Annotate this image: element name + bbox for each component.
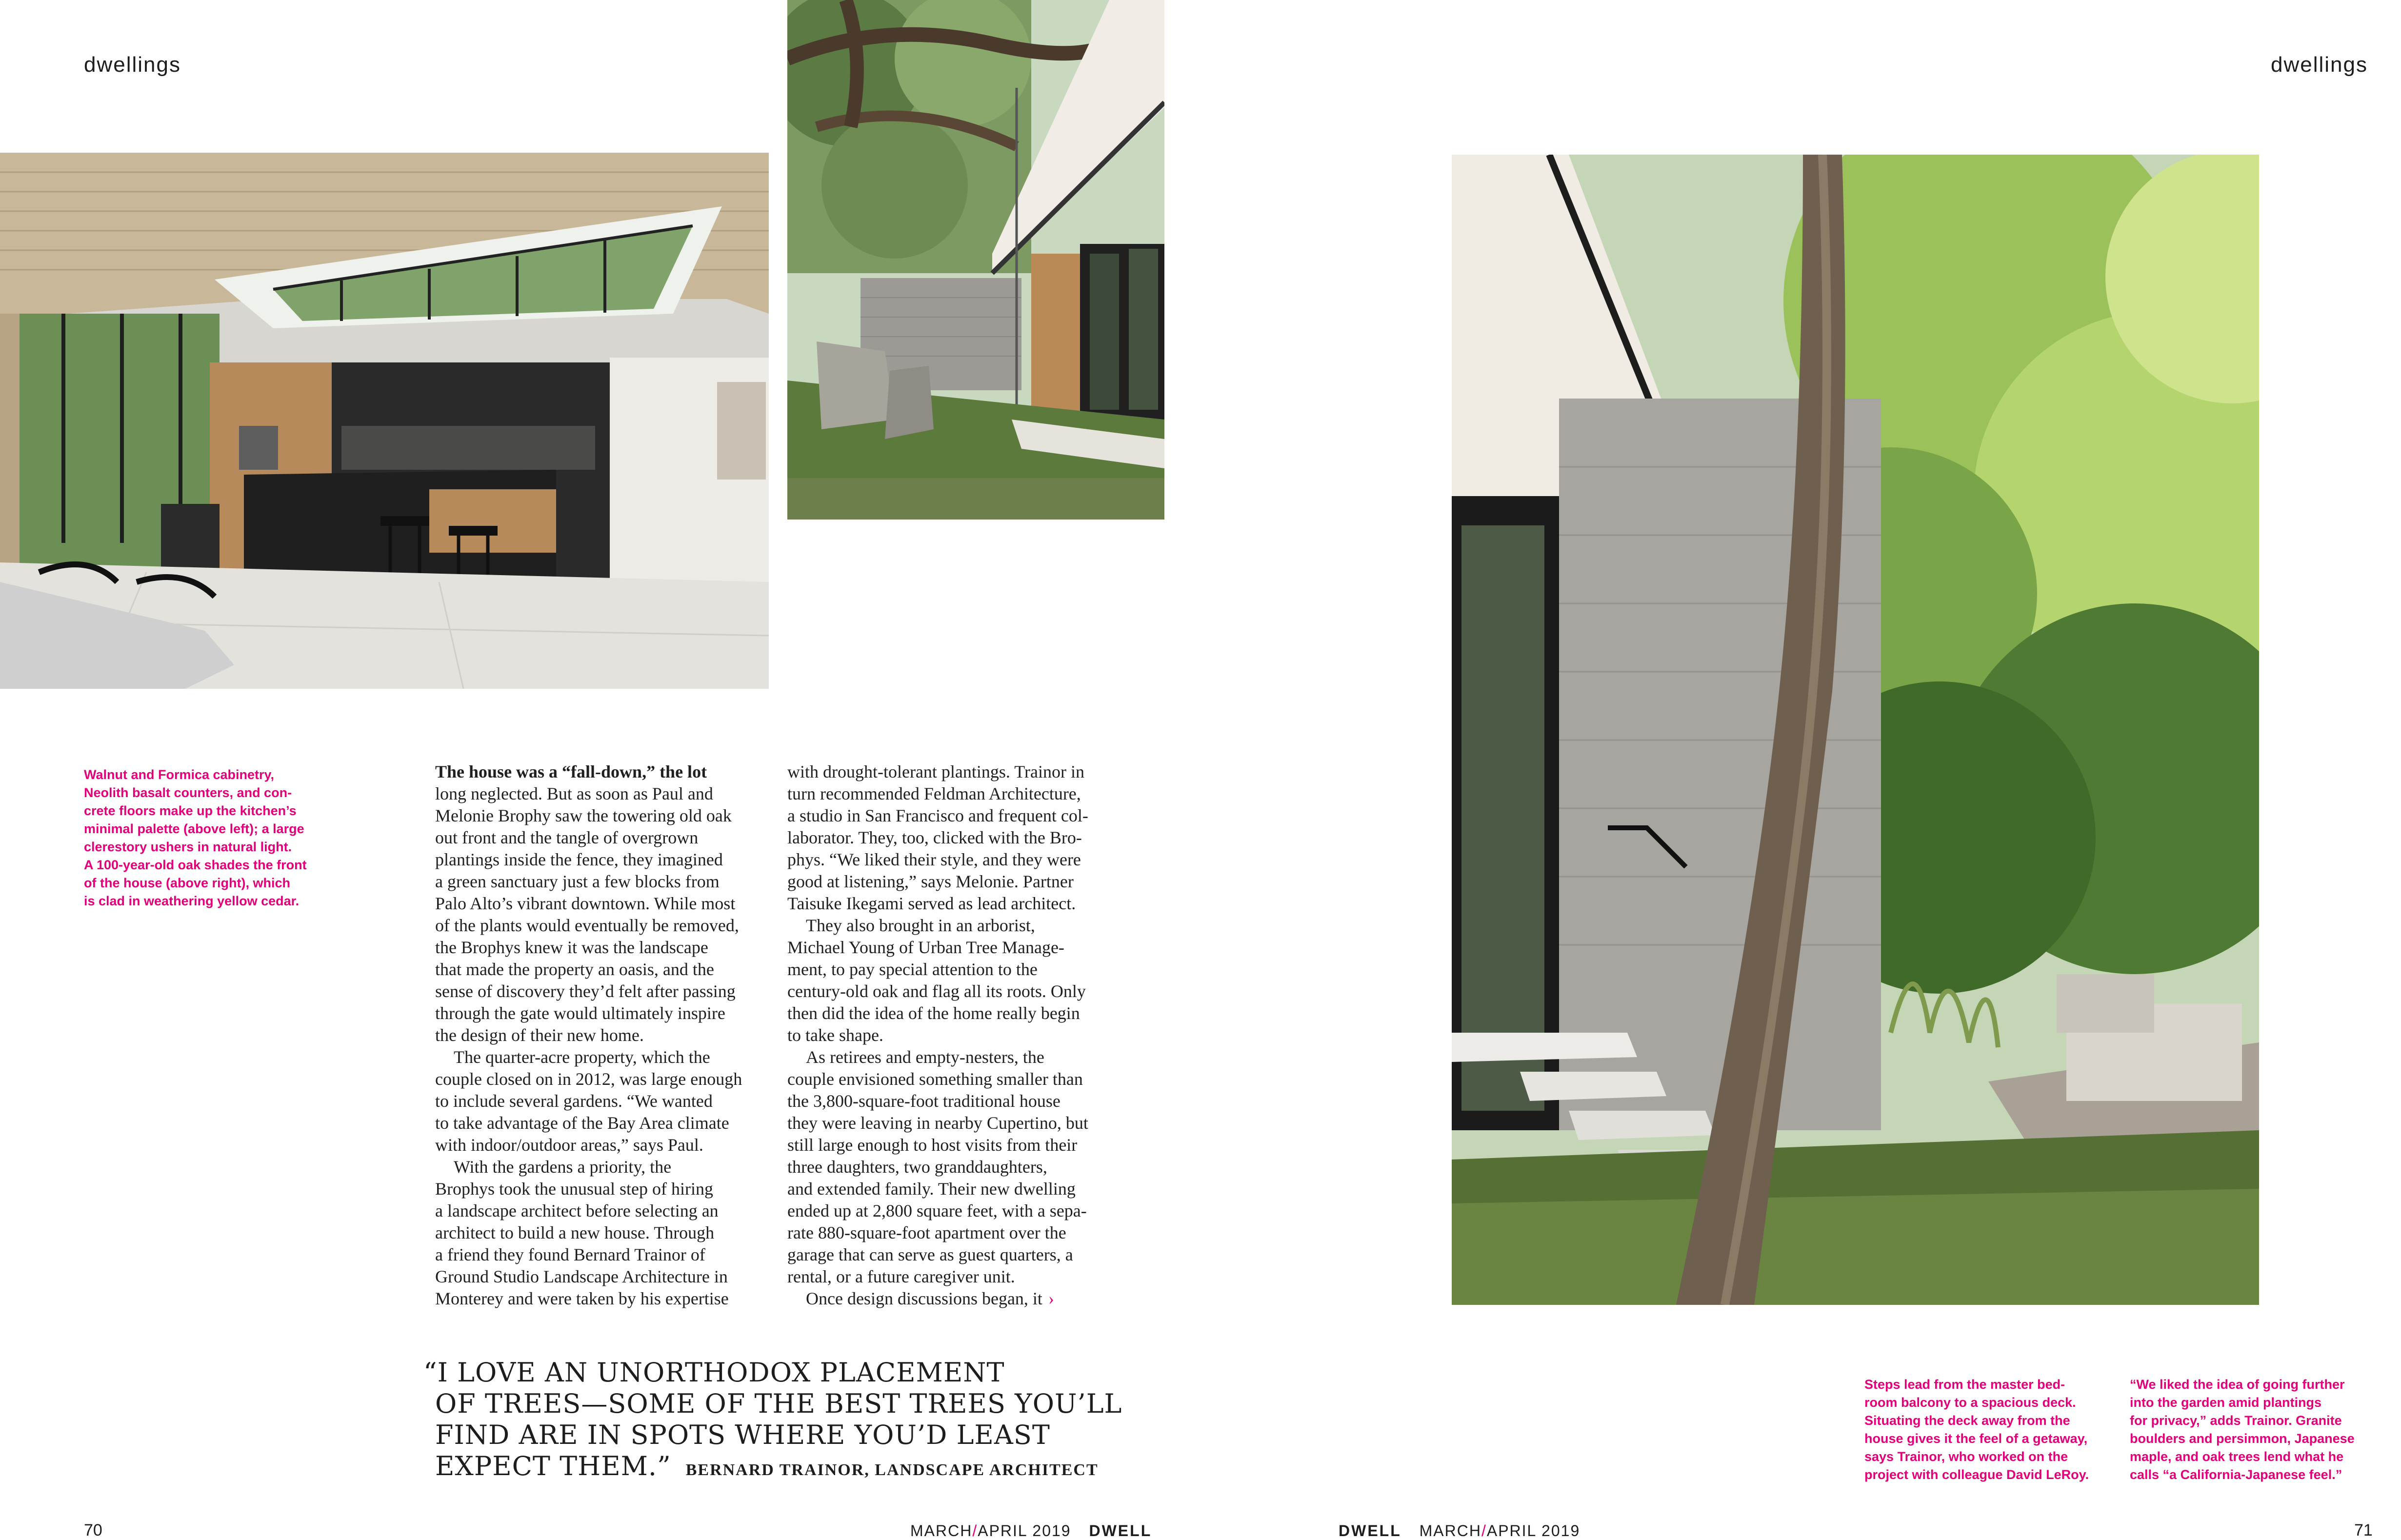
article-line: with indoor/outdoor areas,” says Paul.: [435, 1135, 703, 1155]
photo-tree-steps-deck-icon: [1452, 155, 2259, 1305]
article-line: Taisuke Ikegami served as lead architect.: [787, 894, 1076, 913]
caption-line: crete floors make up the kitchen’s: [84, 803, 297, 818]
article-line: Monterey and were taken by his expertise: [435, 1289, 729, 1308]
photo-oak-and-cedar-facade-icon: [787, 0, 1164, 520]
article-line: a friend they found Bernard Trainor of: [435, 1245, 705, 1264]
article-line: Palo Alto’s vibrant downtown. While most: [435, 894, 736, 913]
article-line: through the gate would ultimately inspire: [435, 1003, 725, 1023]
article-line: sense of discovery they’d felt after passing: [435, 981, 736, 1001]
photo-caption-right-a: [1864, 1376, 2089, 1484]
page-number-left: 70: [84, 1521, 102, 1540]
article-line: then did the idea of the home really begin: [787, 1003, 1080, 1023]
article-line: Ground Studio Landscape Architecture in: [435, 1267, 728, 1286]
article-column-1: [435, 761, 777, 1310]
article-line: good at listening,” says Melonie. Partner: [787, 872, 1074, 891]
article-line: Michael Young of Urban Tree Manage-: [787, 938, 1064, 957]
article-line: couple closed on in 2012, was large enough: [435, 1069, 742, 1089]
folio-date-rest: APRIL 2019: [1486, 1522, 1581, 1540]
article-line: With the gardens a priority, the: [454, 1157, 672, 1177]
article-line: the 3,800-square-foot traditional house: [787, 1091, 1060, 1111]
article-line: plantings inside the fence, they imagined: [435, 850, 723, 869]
section-label-right: dwellings: [2271, 53, 2368, 77]
caption-line: A 100-year-old oak shades the front: [84, 858, 307, 872]
exterior-photo: [787, 0, 1164, 520]
article-line: still large enough to host visits from their: [787, 1135, 1078, 1155]
article-line: ment, to pay special attention to the: [787, 960, 1038, 979]
folio-date-month: MARCH: [1419, 1522, 1481, 1540]
pull-quote-attribution: BERNARD TRAINOR, LANDSCAPE ARCHITECT: [685, 1461, 1099, 1479]
caption-line: Neolith basalt counters, and con-: [84, 785, 292, 800]
article-line: phys. “We liked their style, and they were: [787, 850, 1081, 869]
article-last-line-text: Once design discussions began, it: [806, 1289, 1042, 1308]
caption-line: “We liked the idea of going further: [2130, 1377, 2345, 1392]
article-line: The quarter-acre property, which the: [454, 1047, 710, 1067]
garden-photo: [1452, 155, 2259, 1305]
article-line: of the plants would eventually be removed,: [435, 916, 739, 935]
caption-line: clerestory ushers in natural light.: [84, 840, 292, 854]
caption-line: is clad in weathering yellow cedar.: [84, 894, 300, 908]
article-line: three daughters, two granddaughters,: [787, 1157, 1047, 1177]
article-line: to include several gardens. “We wanted: [435, 1091, 713, 1111]
folio-left: [910, 1522, 1152, 1540]
photo-kitchen-interior-icon: [0, 153, 769, 689]
caption-line: says Trainor, who worked on the: [1864, 1449, 2068, 1464]
article-line: couple envisioned something smaller than: [787, 1069, 1083, 1089]
article-line: They also brought in an arborist,: [806, 916, 1035, 935]
kitchen-photo: [0, 153, 769, 689]
caption-line: of the house (above right), which: [84, 876, 291, 890]
photo-caption-right-b: [2130, 1376, 2355, 1484]
caption-line: calls “a California-Japanese feel.”: [2130, 1467, 2342, 1482]
article-line: they were leaving in nearby Cupertino, but: [787, 1113, 1088, 1133]
caption-line: Walnut and Formica cabinetry,: [84, 767, 275, 782]
caption-line: maple, and oak trees lend what he: [2130, 1449, 2344, 1464]
article-line: to take advantage of the Bay Area climate: [435, 1113, 729, 1133]
caption-line: project with colleague David LeRoy.: [1864, 1467, 2089, 1482]
folio-slash: /: [1481, 1522, 1487, 1540]
caption-line: for privacy,” adds Trainor. Granite: [2130, 1413, 2342, 1428]
article-line: garage that can serve as guest quarters, a: [787, 1245, 1073, 1264]
caption-line: Steps lead from the master bed-: [1864, 1377, 2065, 1392]
caption-line: Situating the deck away from the: [1864, 1413, 2070, 1428]
article-line: that made the property an oasis, and the: [435, 960, 714, 979]
article-line: century-old oak and flag all its roots. Only: [787, 981, 1086, 1001]
folio-date-month: MARCH: [910, 1522, 973, 1540]
article-column-2: [787, 761, 1139, 1310]
article-line: a green sanctuary just a few blocks from: [435, 872, 720, 891]
article-line: architect to build a new house. Through: [435, 1223, 715, 1242]
article-line: Brophys took the unusual step of hiring: [435, 1179, 713, 1199]
article-line: Melonie Brophy saw the towering old oak: [435, 806, 732, 825]
pull-quote-line: OF TREES—SOME OF THE BEST TREES YOU’LL: [435, 1388, 1122, 1419]
article-last-line: [787, 1288, 1139, 1310]
folio-slash: /: [972, 1522, 978, 1540]
article-line: out front and the tangle of overgrown: [435, 828, 699, 847]
article-line: long neglected. But as soon as Paul and: [435, 784, 713, 803]
article-line: with drought-tolerant plantings. Trainor in: [787, 762, 1084, 781]
folio-right: [1339, 1522, 1580, 1540]
caption-line: room balcony to a spacious deck.: [1864, 1395, 2076, 1410]
article-line: and extended family. Their new dwelling: [787, 1179, 1076, 1199]
article-line: laborator. They, too, clicked with the Bro-: [787, 828, 1082, 847]
caption-line: minimal palette (above left); a large: [84, 821, 304, 836]
chevron-right-icon[interactable]: ›: [1048, 1289, 1054, 1308]
folio-brand: DWELL: [1339, 1522, 1401, 1540]
folio-date-rest: APRIL 2019: [978, 1522, 1071, 1540]
pull-quote: [423, 1357, 1122, 1486]
caption-line: house gives it the feel of a getaway,: [1864, 1431, 2088, 1446]
article-line: to take shape.: [787, 1025, 883, 1045]
caption-line: into the garden amid plantings: [2130, 1395, 2322, 1410]
article-line: a landscape architect before selecting an: [435, 1201, 719, 1220]
article-line: ended up at 2,800 square feet, with a sepa-: [787, 1201, 1087, 1220]
page-number-right: 71: [2354, 1521, 2373, 1540]
section-label-left: dwellings: [84, 53, 181, 77]
photo-caption-left: [84, 766, 307, 910]
folio-brand: DWELL: [1089, 1522, 1152, 1540]
article-line: the Brophys knew it was the landscape: [435, 938, 708, 957]
article-line: As retirees and empty-nesters, the: [806, 1047, 1044, 1067]
article-line: turn recommended Feldman Architecture,: [787, 784, 1081, 803]
article-line: the design of their new home.: [435, 1025, 644, 1045]
pull-quote-line: “I LOVE AN UNORTHODOX PLACEMENT: [423, 1357, 1005, 1388]
article-lead: The house was a “fall-down,” the lot: [435, 762, 707, 781]
article-line: a studio in San Francisco and frequent col-: [787, 806, 1088, 825]
caption-line: boulders and persimmon, Japanese: [2130, 1431, 2355, 1446]
pull-quote-line: EXPECT THEM.”: [435, 1451, 671, 1481]
article-line: rate 880-square-foot apartment over the: [787, 1223, 1066, 1242]
pull-quote-line: FIND ARE IN SPOTS WHERE YOU’D LEAST: [435, 1420, 1050, 1450]
article-line: rental, or a future caregiver unit.: [787, 1267, 1015, 1286]
